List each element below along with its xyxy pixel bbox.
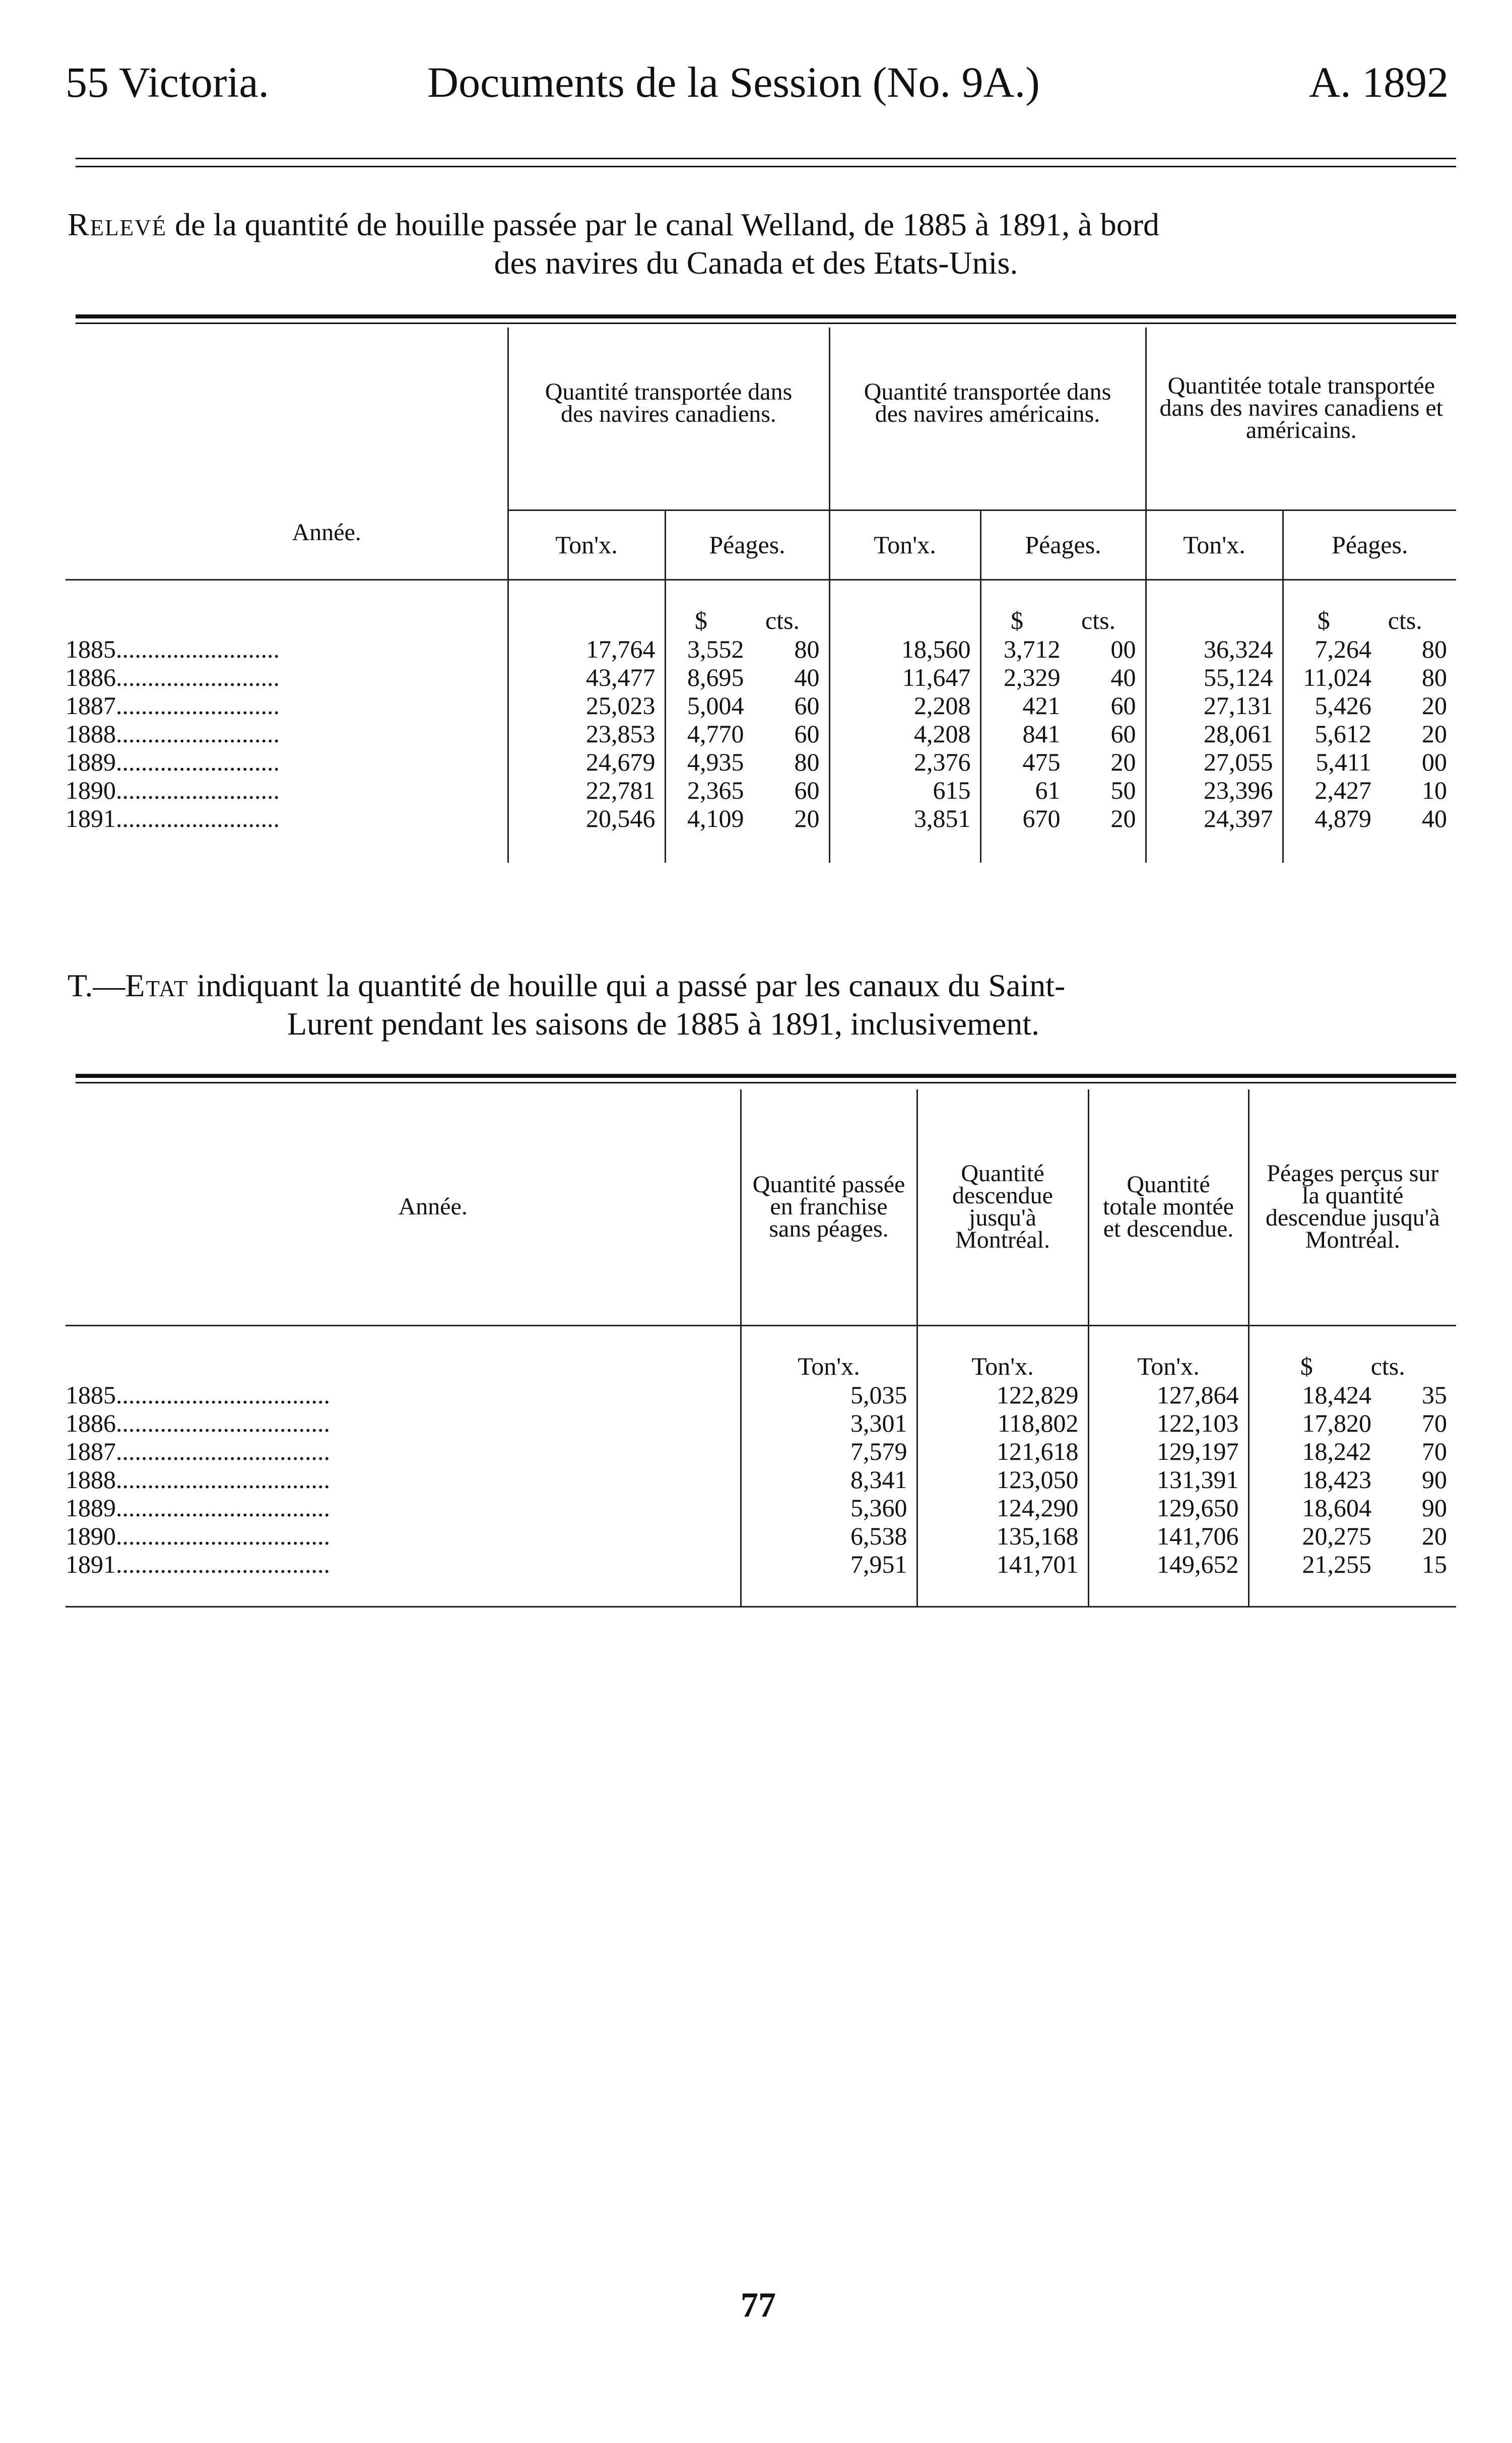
table1-american-cents: 50: [1110, 776, 1136, 804]
table1-american-peages: [980, 691, 1146, 720]
table1-american-tons: 11,647: [829, 663, 980, 691]
table1-total-cents: 20: [1422, 691, 1448, 720]
table1-american-dollars: 2,329: [1004, 663, 1061, 691]
table1-american-peages: [980, 635, 1146, 663]
table1-subheader-peages: Péages.: [980, 510, 1146, 580]
table1-title: [68, 206, 1468, 244]
table1-rule-thin: [76, 323, 1456, 324]
table1-year-cell: [65, 776, 508, 804]
table1-unit-dollar: $: [1011, 606, 1023, 634]
table2-dot-leader: ..................................: [116, 1465, 330, 1494]
table2-total: 129,650: [1088, 1494, 1248, 1522]
table2-peages-dollars: 18,604: [1302, 1494, 1371, 1522]
table2-total: 127,864: [1088, 1381, 1248, 1409]
table2-total: 129,197: [1088, 1437, 1248, 1465]
table2-dot-leader: ..................................: [116, 1437, 330, 1465]
header-document-title: Documents de la Session (No. 9A.): [427, 58, 1040, 106]
table1-year-cell: [65, 691, 508, 720]
table2-peages-cents: 70: [1422, 1437, 1447, 1465]
table1-subheader-peages: Péages.: [665, 510, 829, 580]
table2-franchise: 3,301: [741, 1409, 917, 1437]
header-rule-top: [76, 158, 1456, 159]
table1-american-peages: [980, 663, 1146, 691]
table2-year: 1888: [65, 1465, 116, 1494]
table2-descendue: 135,168: [917, 1522, 1088, 1550]
table2-peages-dollars: 21,255: [1302, 1550, 1371, 1578]
table1-year: 1885: [65, 635, 116, 663]
table1-title-lead: Relevé: [68, 207, 167, 242]
table1-subheader-tons: Ton'x.: [508, 510, 665, 580]
table1-american-dollars: 3,712: [1004, 635, 1061, 663]
table2-year: 1889: [65, 1494, 116, 1522]
table1-american-tons: 18,560: [829, 635, 980, 663]
table2-peages-cents: 70: [1422, 1409, 1447, 1437]
table2-descendue: 124,290: [917, 1494, 1088, 1522]
table2-peages: [1248, 1437, 1456, 1465]
table1-canadian-peages: [665, 748, 829, 776]
table1-total-tons: 36,324: [1146, 635, 1283, 663]
table2-header-year: Année.: [65, 1089, 741, 1325]
table1-total-dollars: 7,264: [1314, 635, 1372, 663]
table1-american-cents: 60: [1110, 691, 1136, 720]
table1-row: [65, 776, 1456, 804]
table2-header-total: Quantité totale montée et descendue.: [1088, 1089, 1248, 1325]
table1-subheader-tons: Ton'x.: [1146, 510, 1283, 580]
table1-total-dollars: 11,024: [1303, 663, 1372, 691]
table1-subheader-tons: Ton'x.: [829, 510, 980, 580]
table1-unit-dollar: $: [1317, 606, 1330, 634]
table1-american-cents: 60: [1110, 720, 1136, 748]
table2-franchise: 7,579: [741, 1437, 917, 1465]
table2-peages: [1248, 1522, 1456, 1550]
table1-dot-leader: ..........................: [116, 804, 280, 832]
table2-peages-cents: 90: [1422, 1494, 1447, 1522]
table1-canadian-peages: [665, 635, 829, 663]
table1-american-tons: 4,208: [829, 720, 980, 748]
table1-total-dollars: 2,427: [1314, 776, 1372, 804]
table2-year: 1887: [65, 1437, 116, 1465]
table2-row: [65, 1381, 1456, 1409]
table1-american-cents: 00: [1110, 635, 1136, 663]
table1: [65, 328, 1456, 863]
header-rule-bottom: [76, 166, 1456, 167]
table2-year-cell: [65, 1409, 741, 1437]
table1-american-tons: 3,851: [829, 804, 980, 832]
table2-unit-cts: cts.: [1370, 1352, 1405, 1380]
table2-franchise: 5,035: [741, 1381, 917, 1409]
table2-rule-thin: [76, 1082, 1456, 1083]
table1-american-dollars: 61: [1035, 776, 1061, 804]
table1-canadian-tons: 24,679: [508, 748, 665, 776]
table2-year: 1885: [65, 1381, 116, 1409]
table2-header-descendue: Quantité descendue jusqu'à Montréal.: [917, 1089, 1088, 1325]
table2-total: 149,652: [1088, 1550, 1248, 1578]
table1-canadian-tons: 25,023: [508, 691, 665, 720]
table2-year: 1890: [65, 1522, 116, 1550]
table1-american-tons: 2,208: [829, 691, 980, 720]
table2-peages: [1248, 1550, 1456, 1578]
table2-dot-leader: ..................................: [116, 1381, 330, 1409]
table2-title-line1: indiquant la quantité de houille qui a passé par les canaux du Saint-: [188, 968, 1066, 1003]
table1-year: 1889: [65, 748, 116, 776]
table1-row: [65, 635, 1456, 663]
table1-subheader-peages: Péages.: [1283, 510, 1456, 580]
header-session-volume: 55 Victoria.: [65, 58, 270, 106]
table1-total-peages: [1283, 776, 1456, 804]
table1-total-peages: [1283, 748, 1456, 776]
table1-total-dollars: 4,879: [1314, 804, 1372, 832]
table2-dot-leader: ..................................: [116, 1522, 330, 1550]
table2-franchise: 8,341: [741, 1465, 917, 1494]
table1-canadian-dollars: 5,004: [687, 691, 744, 720]
table1-american-cents: 20: [1110, 804, 1136, 832]
table1-total-peages: [1283, 635, 1456, 663]
table1-canadian-dollars: 3,552: [687, 635, 744, 663]
table1-canadian-peages: [665, 804, 829, 832]
table2-peages: [1248, 1381, 1456, 1409]
header-year: A. 1892: [1309, 58, 1449, 106]
table2-year-cell: [65, 1550, 741, 1578]
table2-descendue: 123,050: [917, 1465, 1088, 1494]
table1-total-cents: 10: [1422, 776, 1448, 804]
table1-canadian-cents: 80: [794, 748, 820, 776]
table1-american-dollars: 475: [1022, 748, 1061, 776]
table2-dot-leader: ..................................: [116, 1409, 330, 1437]
table1-rule-thick: [76, 314, 1456, 318]
table1-canadian-peages: [665, 691, 829, 720]
table2-peages-cents: 20: [1422, 1522, 1447, 1550]
table2-row: [65, 1409, 1456, 1437]
table1-row: [65, 748, 1456, 776]
table2-franchise: 7,951: [741, 1550, 917, 1578]
table1-year-cell: [65, 635, 508, 663]
table1-dot-leader: ..........................: [116, 663, 280, 691]
table1-total-peages: [1283, 720, 1456, 748]
table2-header-franchise: Quantité passée en franchise sans péages.: [741, 1089, 917, 1325]
table1-total-tons: 27,055: [1146, 748, 1283, 776]
table2-row: [65, 1550, 1456, 1578]
table1-year: 1887: [65, 691, 116, 720]
table1-canadian-cents: 60: [794, 691, 820, 720]
table2-peages-cents: 35: [1422, 1381, 1447, 1409]
table1-total-cents: 20: [1422, 720, 1448, 748]
table2-title-line2: Lurent pendant les saisons de 1885 à 1891, inclusivement.: [287, 1006, 1040, 1042]
table1-total-dollars: 5,411: [1316, 748, 1372, 776]
table2-year: 1886: [65, 1409, 116, 1437]
table1-total-dollars: 5,612: [1314, 720, 1372, 748]
table2-franchise: 5,360: [741, 1494, 917, 1522]
table2-peages-dollars: 18,242: [1302, 1437, 1371, 1465]
table2-year-cell: [65, 1522, 741, 1550]
table2-title: [68, 967, 1468, 1005]
table1-year-cell: [65, 748, 508, 776]
table2-peages: [1248, 1409, 1456, 1437]
table1-canadian-cents: 20: [794, 804, 820, 832]
table1-total-tons: 28,061: [1146, 720, 1283, 748]
table1-total-cents: 80: [1422, 663, 1448, 691]
table1-year-cell: [65, 804, 508, 832]
table1-canadian-tons: 20,546: [508, 804, 665, 832]
table1-total-dollars: 5,426: [1314, 691, 1372, 720]
table2-peages: [1248, 1494, 1456, 1522]
table2-year-cell: [65, 1437, 741, 1465]
table1-unit-cts: cts.: [1081, 606, 1116, 634]
table1-row: [65, 691, 1456, 720]
table1-total-tons: 55,124: [1146, 663, 1283, 691]
table1-canadian-tons: 43,477: [508, 663, 665, 691]
table2-descendue: 122,829: [917, 1381, 1088, 1409]
table1-title-line2: des navires du Canada et des Etats-Unis.: [494, 245, 1018, 281]
table2-row: [65, 1494, 1456, 1522]
table1-row: [65, 663, 1456, 691]
table2-descendue: 121,618: [917, 1437, 1088, 1465]
table2-descendue: 141,701: [917, 1550, 1088, 1578]
table2-dot-leader: ..................................: [116, 1494, 330, 1522]
table1-canadian-cents: 60: [794, 776, 820, 804]
table1-header-total: Quantitée totale transportée dans des navires canadiens et américains.: [1146, 328, 1456, 510]
table2-year: 1891: [65, 1550, 116, 1578]
table1-dot-leader: ..........................: [116, 776, 280, 804]
table1-unit-dollar: $: [694, 606, 707, 634]
table1-canadian-dollars: 2,365: [687, 776, 744, 804]
table1-header-canadian: Quantité transportée dans des navires canadiens.: [508, 328, 829, 510]
table1-canadian-dollars: 4,935: [687, 748, 744, 776]
table1-year-cell: [65, 663, 508, 691]
table1-header-year: Année.: [65, 328, 508, 580]
table1-total-tons: 24,397: [1146, 804, 1283, 832]
table2-peages-dollars: 20,275: [1302, 1522, 1371, 1550]
table1-year: 1891: [65, 804, 116, 832]
table2: [65, 1089, 1456, 1608]
table1-canadian-tons: 22,781: [508, 776, 665, 804]
table1-title-line1: de la quantité de houille passée par le canal Welland, de 1885 à 1891, à bord: [167, 207, 1160, 242]
table1-dot-leader: ..........................: [116, 748, 280, 776]
table1-year-cell: [65, 720, 508, 748]
table2-descendue: 118,802: [917, 1409, 1088, 1437]
table1-canadian-peages: [665, 663, 829, 691]
table1-american-peages: [980, 748, 1146, 776]
table1-canadian-cents: 80: [794, 635, 820, 663]
table2-title-etat: Etat: [125, 968, 189, 1003]
table1-dot-leader: ..........................: [116, 720, 280, 748]
table2-franchise: 6,538: [741, 1522, 917, 1550]
table2-peages-dollars: 18,423: [1302, 1465, 1371, 1494]
table1-american-tons: 2,376: [829, 748, 980, 776]
table2-peages-dollars: 17,820: [1302, 1409, 1371, 1437]
table2-total: 122,103: [1088, 1409, 1248, 1437]
table1-canadian-peages: [665, 720, 829, 748]
table1-year: 1888: [65, 720, 116, 748]
table1-american-peages: [980, 720, 1146, 748]
table1-american-cents: 40: [1110, 663, 1136, 691]
table1-american-peages: [980, 804, 1146, 832]
table1-canadian-dollars: 4,109: [687, 804, 744, 832]
table1-dot-leader: ..........................: [116, 635, 280, 663]
table1-total-tons: 27,131: [1146, 691, 1283, 720]
table2-unit-tons: Ton'x.: [741, 1325, 917, 1381]
table2-year-cell: [65, 1494, 741, 1522]
table1-total-cents: 40: [1422, 804, 1448, 832]
table1-canadian-cents: 60: [794, 720, 820, 748]
table1-unit-cts: cts.: [765, 606, 800, 634]
table1-american-tons: 615: [829, 776, 980, 804]
table1-american-dollars: 841: [1022, 720, 1061, 748]
table1-total-tons: 23,396: [1146, 776, 1283, 804]
table1-total-cents: 00: [1422, 748, 1448, 776]
table1-unit-cts: cts.: [1388, 606, 1422, 634]
table2-unit-tons: Ton'x.: [1088, 1325, 1248, 1381]
table1-american-cents: 20: [1110, 748, 1136, 776]
table1-canadian-tons: 23,853: [508, 720, 665, 748]
table1-american-peages: [980, 776, 1146, 804]
table2-peages-dollars: 18,424: [1302, 1381, 1371, 1409]
table2-header-peages: Péages perçus sur la quantité descendue jusqu'à Montréal.: [1248, 1089, 1456, 1325]
table1-row: [65, 804, 1456, 832]
table2-row: [65, 1522, 1456, 1550]
table1-row: [65, 720, 1456, 748]
table1-canadian-peages: [665, 776, 829, 804]
table2-peages-cents: 90: [1422, 1465, 1447, 1494]
table2-rule-thick: [76, 1074, 1456, 1078]
table2-unit-dollar: $: [1300, 1352, 1313, 1380]
table1-canadian-tons: 17,764: [508, 635, 665, 663]
table1-dot-leader: ..........................: [116, 691, 280, 720]
table2-row: [65, 1465, 1456, 1494]
table2-peages-cents: 15: [1422, 1550, 1447, 1578]
table1-total-peages: [1283, 804, 1456, 832]
table1-header-american: Quantité transportée dans des navires américains.: [829, 328, 1146, 510]
table1-american-dollars: 670: [1022, 804, 1061, 832]
page-number: 77: [741, 2286, 776, 2325]
table1-total-peages: [1283, 663, 1456, 691]
table1-year: 1890: [65, 776, 116, 804]
table1-canadian-cents: 40: [794, 663, 820, 691]
table1-year: 1886: [65, 663, 116, 691]
table1-total-peages: [1283, 691, 1456, 720]
table1-total-cents: 80: [1422, 635, 1448, 663]
table2-total: 141,706: [1088, 1522, 1248, 1550]
table2-unit-tons: Ton'x.: [917, 1325, 1088, 1381]
table1-canadian-dollars: 4,770: [687, 720, 744, 748]
table1-american-dollars: 421: [1022, 691, 1061, 720]
table1-canadian-dollars: 8,695: [687, 663, 744, 691]
table2-year-cell: [65, 1381, 741, 1409]
table2-title-lead: T.—: [68, 968, 125, 1003]
table2-year-cell: [65, 1465, 741, 1494]
table2-peages: [1248, 1465, 1456, 1494]
table2-row: [65, 1437, 1456, 1465]
table2-total: 131,391: [1088, 1465, 1248, 1494]
table2-dot-leader: ..................................: [116, 1550, 330, 1578]
